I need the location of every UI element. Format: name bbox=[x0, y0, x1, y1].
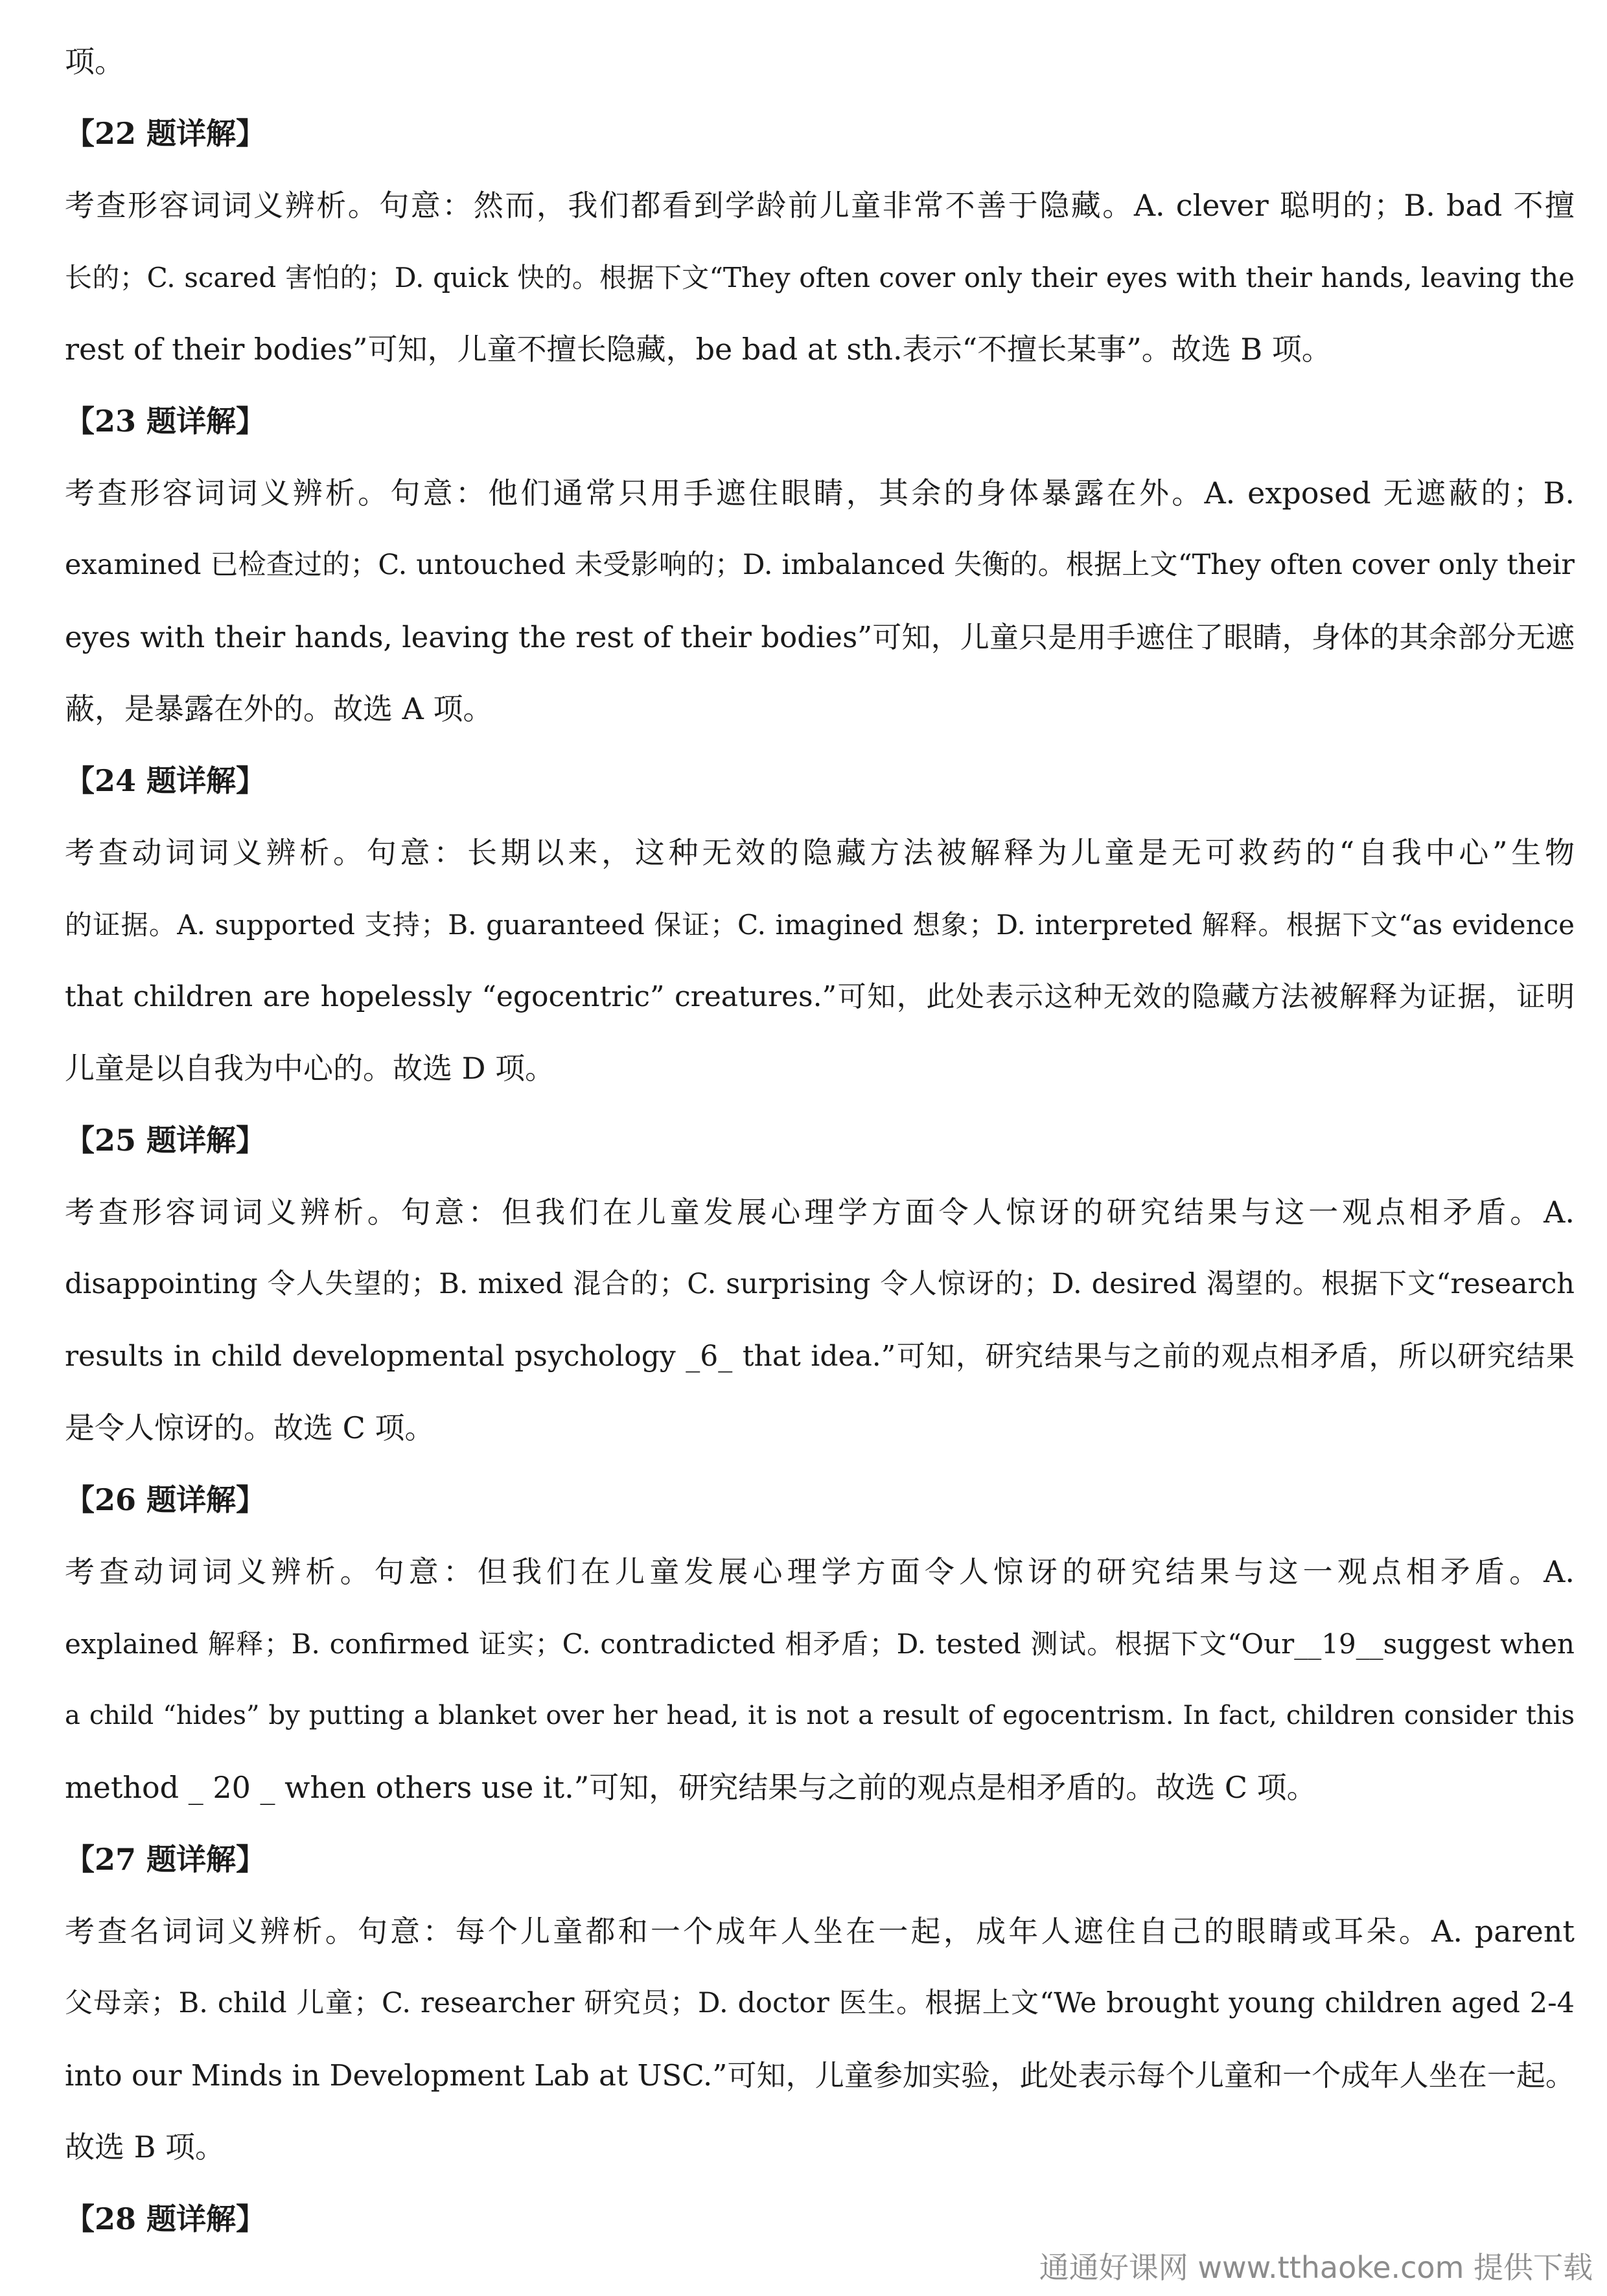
section-22 bbox=[65, 98, 1575, 385]
paragraph-line: disappointing 令人失望的；B. mixed 混合的；C. surprising 令人惊讶的；D. desired 渴望的。根据下文“research bbox=[65, 1268, 1575, 1300]
paragraph-line: 考查名词词义辨析。句意：每个儿童都和一个成年人坐在一起，成年人遮住自己的眼睛或耳朵。A. parent bbox=[65, 1914, 1575, 1949]
paragraph-line: a child “hides” by putting a blanket over her head, it is not a result of egocentrism. In fact, children consider this bbox=[65, 1701, 1575, 1730]
watermark-text: 通通好课网 www.tthaoke.com 提供下载 bbox=[1039, 2250, 1593, 2285]
paragraph-line: 考查动词词义辨析。句意：但我们在儿童发展心理学方面令人惊讶的研究结果与这一观点相矛盾。A. bbox=[65, 1554, 1575, 1589]
explanation-paragraph bbox=[65, 1536, 1575, 1824]
section-heading: 【24 题详解】 bbox=[65, 763, 266, 798]
paragraph-line: that children are hopelessly “egocentric” creatures.”可知，此处表示这种无效的隐藏方法被解释为证据，证明 bbox=[65, 980, 1575, 1013]
paragraph-line: rest of their bodies”可知，儿童不擅长隐藏，be bad at sth.表示“不擅长某事”。故选 B 项。 bbox=[65, 332, 1332, 367]
paragraph-line: results in child developmental psychology _6_ that idea.”可知，研究结果与之前的观点相矛盾，所以研究结果 bbox=[65, 1340, 1575, 1373]
paragraph-line: examined 已检查过的；C. untouched 未受影响的；D. imbalanced 失衡的。根据上文“They often cover only their bbox=[65, 549, 1575, 581]
continuation-line: 项。 bbox=[65, 44, 124, 79]
paragraph-line: 父母亲；B. child 儿童；C. researcher 研究员；D. doctor 医生。根据上文“We brought young children aged 2-4 bbox=[65, 1987, 1575, 2019]
paragraph-line: 长的；C. scared 害怕的；D. quick 快的。根据下文“They often cover only their eyes with their hands, leaving the bbox=[65, 262, 1575, 293]
explanation-paragraph bbox=[65, 817, 1575, 1105]
document-page bbox=[65, 26, 1575, 2255]
paragraph-line: method _ 20 _ when others use it.”可知，研究结果与之前的观点是相矛盾的。故选 C 项。 bbox=[65, 1770, 1317, 1805]
paragraph-line: 的证据。A. supported 支持；B. guaranteed 保证；C. imagined 想象；D. interpreted 解释。根据下文“as evidence bbox=[65, 909, 1575, 941]
section-25 bbox=[65, 1105, 1575, 1464]
section-heading: 【28 题详解】 bbox=[65, 2201, 266, 2236]
section-heading: 【22 题详解】 bbox=[65, 116, 266, 151]
paragraph-line: 考查形容词词义辨析。句意：然而，我们都看到学龄前儿童非常不善于隐藏。A. clever 聪明的；B. bad 不擅 bbox=[65, 188, 1575, 223]
paragraph-line: 是令人惊讶的。故选 C 项。 bbox=[65, 1410, 435, 1445]
explanation-paragraph bbox=[65, 457, 1575, 745]
paragraph-line: 考查形容词词义辨析。句意：但我们在儿童发展心理学方面令人惊讶的研究结果与这一观点相矛盾。A. bbox=[65, 1195, 1575, 1230]
section-24 bbox=[65, 745, 1575, 1105]
paragraph-line: explained 解释；B. confirmed 证实；C. contradicted 相矛盾；D. tested 测试。根据下文“Our__19__suggest when bbox=[65, 1628, 1575, 1660]
paragraph-line: eyes with their hands, leaving the rest of their bodies”可知，儿童只是用手遮住了眼睛，身体的其余部分无遮 bbox=[65, 620, 1575, 654]
section-heading: 【26 题详解】 bbox=[65, 1482, 266, 1517]
explanation-paragraph bbox=[65, 170, 1575, 385]
section-23 bbox=[65, 385, 1575, 745]
paragraph-line: into our Minds in Development Lab at USC.”可知，儿童参加实验，此处表示每个儿童和一个成年人坐在一起。 bbox=[65, 2058, 1575, 2093]
section-heading: 【25 题详解】 bbox=[65, 1123, 266, 1158]
paragraph-line: 考查形容词词义辨析。句意：他们通常只用手遮住眼睛，其余的身体暴露在外。A. exposed 无遮蔽的；B. bbox=[65, 476, 1575, 511]
paragraph-line: 蔽，是暴露在外的。故选 A 项。 bbox=[65, 691, 493, 726]
paragraph-line: 儿童是以自我为中心的。故选 D 项。 bbox=[65, 1051, 555, 1086]
paragraph-line: 考查动词词义辨析。句意：长期以来，这种无效的隐藏方法被解释为儿童是无可救药的“自我中心”生物 bbox=[65, 835, 1575, 870]
section-27 bbox=[65, 1824, 1575, 2183]
section-heading: 【27 题详解】 bbox=[65, 1842, 266, 1877]
section-heading: 【23 题详解】 bbox=[65, 404, 266, 439]
explanation-paragraph bbox=[65, 1177, 1575, 1464]
explanation-paragraph bbox=[65, 1896, 1575, 2183]
section-26 bbox=[65, 1464, 1575, 1824]
paragraph-line: 故选 B 项。 bbox=[65, 2130, 225, 2164]
